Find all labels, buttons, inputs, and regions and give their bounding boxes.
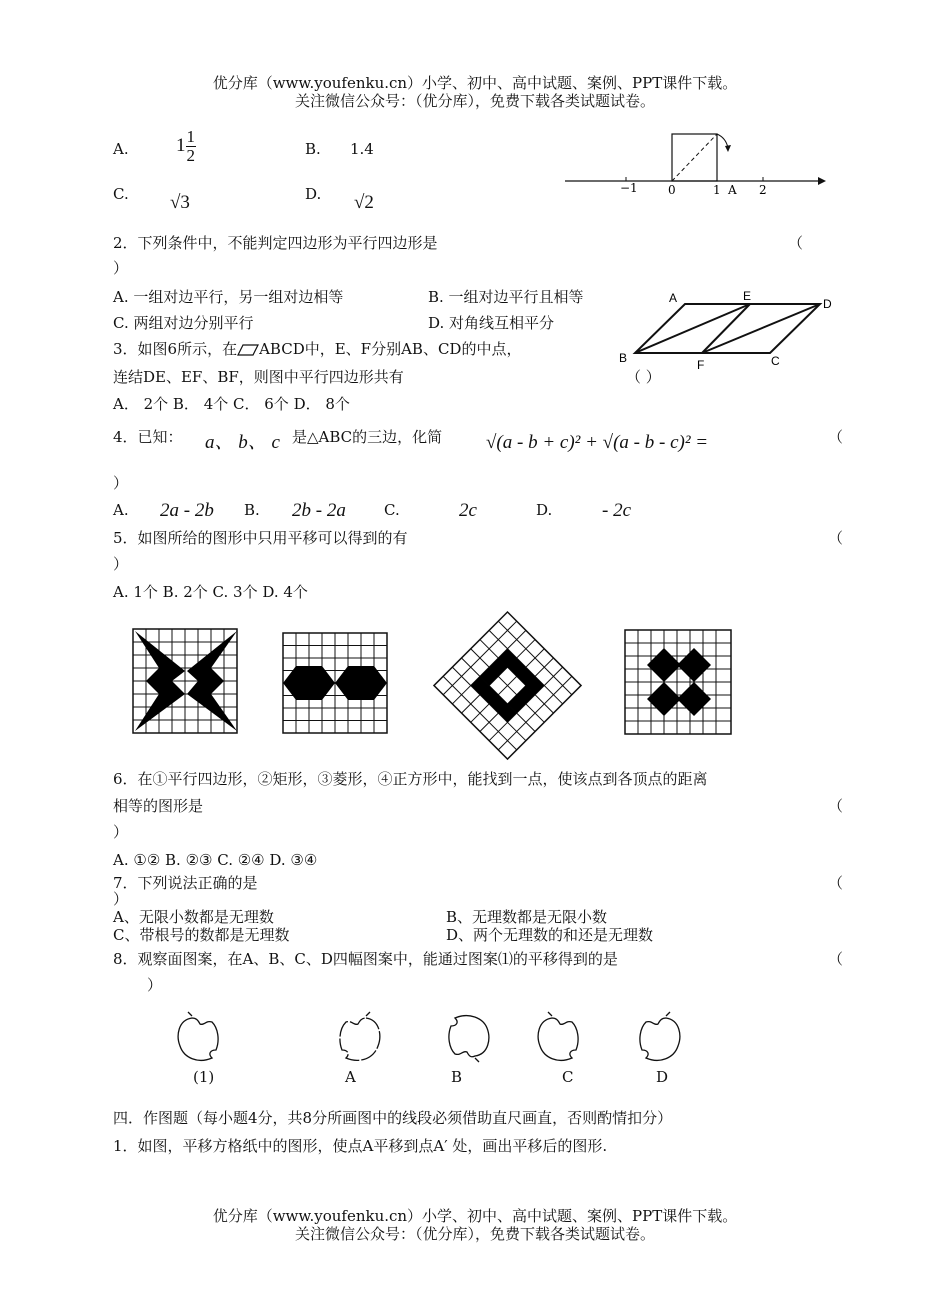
number-line-figure xyxy=(560,128,830,200)
q2-option-b: B. 一组对边平行且相等 xyxy=(428,288,584,306)
q1-option-d-label: D. xyxy=(305,185,322,203)
point-a-label: A xyxy=(728,183,737,197)
number-line-arrow xyxy=(818,177,826,185)
vertex-d: D xyxy=(823,297,832,311)
q1-option-a-label: A. xyxy=(113,140,129,158)
vertex-b: B xyxy=(619,351,628,365)
q4-option-d-label: D. xyxy=(536,501,553,519)
parallelogram-abcd xyxy=(635,304,820,353)
q5-paren-open: （ xyxy=(828,529,844,547)
segment-df xyxy=(702,304,820,353)
q6-options: A. ①② B. ②③ C. ②④ D. ③④ xyxy=(113,851,318,869)
leaf-label-a: A xyxy=(345,1068,356,1086)
leaf-figure-c xyxy=(530,1010,590,1066)
q2-paren-close: ） xyxy=(113,259,129,277)
q3-line2: 连结DE、EF、BF，则图中平行四边形共有 xyxy=(113,368,404,386)
q4-option-c-value: 2c xyxy=(459,500,477,521)
pattern-figure-2 xyxy=(281,631,391,737)
tick-one: 1 xyxy=(713,183,721,197)
leaf-label-1: (1) xyxy=(193,1068,215,1086)
square-diagonal xyxy=(672,134,717,181)
q2-paren-open: （ xyxy=(788,234,804,252)
segment-ef xyxy=(702,304,750,353)
tick-two: 2 xyxy=(759,183,767,197)
q1-option-b-label: B. xyxy=(305,140,321,158)
q1-option-c-value: √3 xyxy=(170,192,190,213)
q8-paren-open: （ xyxy=(828,950,844,968)
q7-option-b: B、无理数都是无限小数 xyxy=(446,908,608,926)
tick-minus1: −1 xyxy=(620,181,638,195)
q1-option-b-value: 1.4 xyxy=(350,140,374,158)
q4-vars: a、 b、 c xyxy=(205,432,280,453)
leaf-figure-a xyxy=(330,1010,390,1066)
footer-line-1: 优分库（www.youfenku.cn）小学、初中、高中试题、案例、PPT课件下载。 xyxy=(212,1207,738,1225)
tick-zero: 0 xyxy=(668,183,676,197)
leaf-figure-d xyxy=(630,1010,690,1066)
leaf-label-c: C xyxy=(562,1068,574,1086)
leaf-label-d: D xyxy=(656,1068,669,1086)
q5-options: A. 1个 B. 2个 C. 3个 D. 4个 xyxy=(113,583,308,601)
q2-option-a: A. 一组对边平行，另一组对边相等 xyxy=(113,288,344,306)
q7-option-d: D、两个无理数的和还是无理数 xyxy=(446,926,654,944)
leaf-figure-1 xyxy=(170,1010,230,1066)
vertex-a: A xyxy=(669,291,678,305)
q2-option-d: D. 对角线互相平分 xyxy=(428,314,555,332)
q3-paren: （ ） xyxy=(626,368,661,386)
q6-stem: 6．在①平行四边形，②矩形，③菱形，④正方形中，能找到一点，使该点到各顶点的距离 xyxy=(113,770,708,788)
q7-paren-open: （ xyxy=(828,874,844,892)
q3-options: A． 2个 B． 4个 C． 6个 D． 8个 xyxy=(113,395,350,413)
q4-paren-close: ） xyxy=(113,474,129,492)
q7-paren-close: ） xyxy=(113,890,129,908)
q4-paren-open: （ xyxy=(828,428,844,446)
q4-option-a-value: 2a - 2b xyxy=(160,500,214,521)
q4-stem: 4．已知： xyxy=(113,428,183,446)
q6-paren-close: ） xyxy=(113,823,129,841)
segment-eb xyxy=(635,304,750,353)
section4-q1: 1．如图，平移方格纸中的图形，使点A平移到点A′ 处，画出平移后的图形. xyxy=(113,1137,608,1155)
hexagon-right xyxy=(335,666,387,700)
vertex-f: F xyxy=(697,358,705,372)
q5-paren-close: ） xyxy=(113,555,129,573)
q2-stem: 2．下列条件中，不能判定四边形为平行四边形是 xyxy=(113,234,438,252)
q5-stem: 5．如图所给的图形中只用平移可以得到的有 xyxy=(113,529,408,547)
q1-option-c-label: C. xyxy=(113,185,129,203)
q6-paren-open: （ xyxy=(828,797,844,815)
q4-option-b-label: B. xyxy=(244,501,260,519)
q7-stem: 7．下列说法正确的是 xyxy=(113,874,258,892)
q4-expression: √(a - b + c)² + √(a - b - c)² = xyxy=(486,432,709,453)
q8-paren-close: ） xyxy=(147,976,163,994)
header-line-1: 优分库（www.youfenku.cn）小学、初中、高中试题、案例、PPT课件下载。 xyxy=(212,74,738,92)
parallelogram-figure xyxy=(615,288,840,373)
q4-option-c-label: C. xyxy=(384,501,400,519)
q8-stem: 8．观察面图案，在A、B、C、D四幅图案中，能通过图案⑴的平移得到的是 xyxy=(113,950,618,968)
q3-stem: 3．如图6所示，在 ABCD中，E、F分别AB、CD的中点， xyxy=(113,340,522,358)
leaf-figure-b xyxy=(437,1010,497,1066)
q4-option-b-value: 2b - 2a xyxy=(292,500,346,521)
header-line-2: 关注微信公众号：（优分库），免费下载各类试题试卷。 xyxy=(294,92,655,110)
pattern-figure-4 xyxy=(623,628,735,738)
footer-line-2: 关注微信公众号：（优分库），免费下载各类试题试卷。 xyxy=(294,1225,655,1243)
leaf-label-b: B xyxy=(451,1068,463,1086)
pattern-figure-1 xyxy=(131,627,241,737)
q4-option-a-label: A. xyxy=(113,501,129,519)
q4-option-d-value: - 2c xyxy=(602,500,632,521)
q1-option-d-value: √2 xyxy=(354,192,374,213)
q2-option-c: C. 两组对边分别平行 xyxy=(113,314,254,332)
hexagon-left xyxy=(283,666,335,700)
q4-mid: 是△ABC的三边，化简 xyxy=(292,428,443,446)
vertex-c: C xyxy=(771,354,780,368)
q1-option-a-value: 1 $\frac{1}{2}$ xyxy=(176,127,195,165)
section4-title: 四．作图题（每小题4分，共8分所画图中的线段必须借助直尺画直，否则酌情扣分） xyxy=(113,1109,673,1127)
q7-option-a: A、无限小数都是无理数 xyxy=(113,908,274,926)
parallelogram-symbol-icon xyxy=(237,344,259,356)
pattern-figure-3 xyxy=(430,610,585,765)
q7-option-c: C、带根号的数都是无理数 xyxy=(113,926,290,944)
vertex-e: E xyxy=(743,289,752,303)
q6-line2: 相等的图形是 xyxy=(113,797,204,815)
